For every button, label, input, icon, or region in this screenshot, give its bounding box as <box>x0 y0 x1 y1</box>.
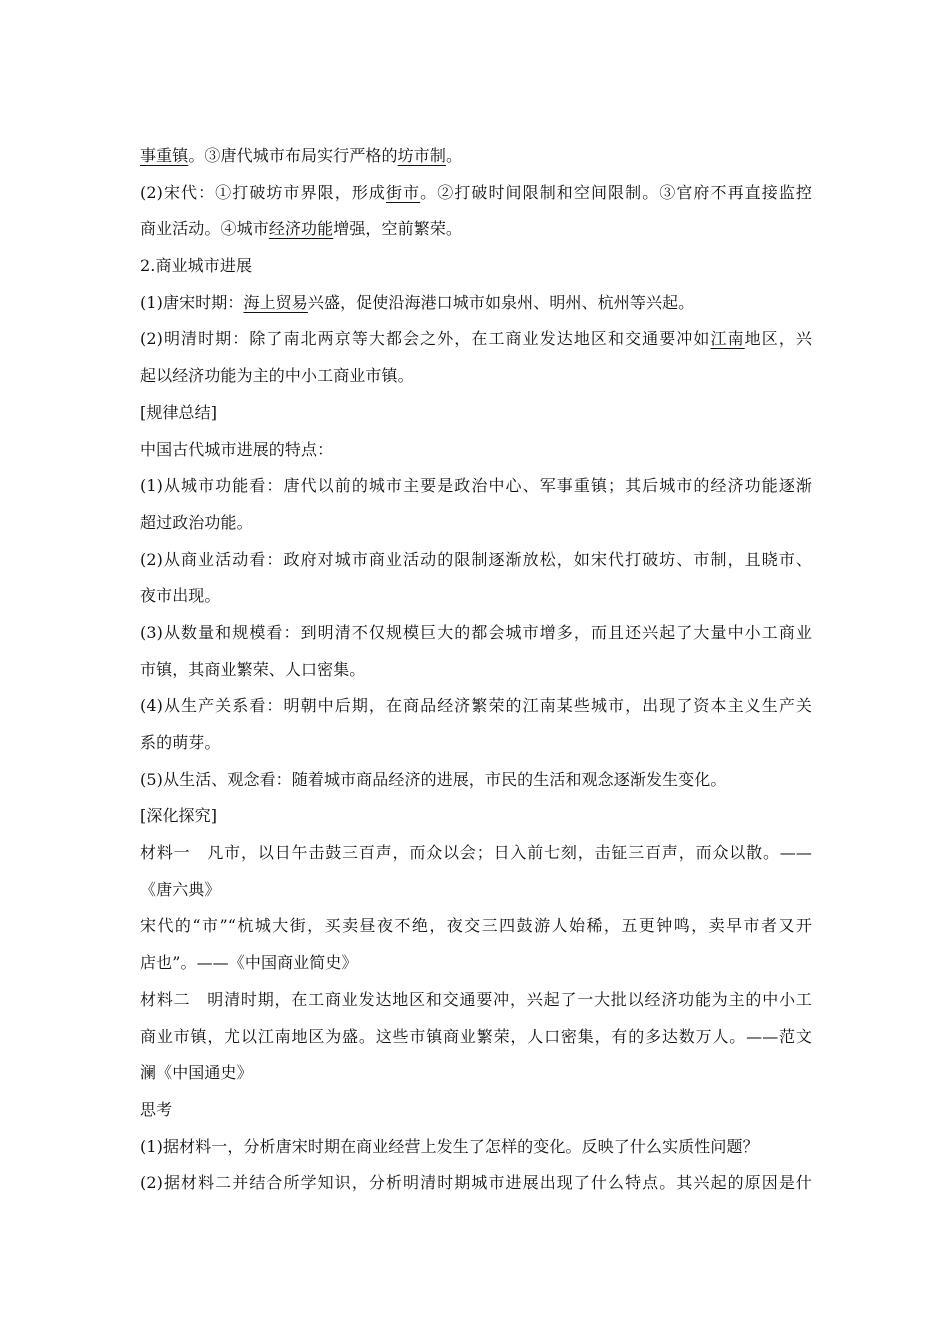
text-segment: 思考 <box>140 1099 173 1119</box>
text-line <box>140 1129 812 1166</box>
text-line <box>140 358 812 395</box>
text-line <box>140 908 812 945</box>
text-segment: (5)从生活、观念看：随着城市商品经济的进展，市民的生活和观念逐渐发生变化。 <box>140 769 727 789</box>
text-segment: 材料二 明清时期，在工商业发达地区和交通要冲，兴起了一大批以经济功能为主的中小工 <box>140 989 812 1009</box>
underlined-term: 坊市制 <box>397 146 446 165</box>
text-line <box>140 688 812 725</box>
document-body <box>140 138 812 1202</box>
text-line <box>140 945 812 982</box>
text-line <box>140 395 812 432</box>
text-segment: 夜市出现。 <box>140 586 221 606</box>
text-line <box>140 1055 812 1092</box>
text-line <box>140 175 812 212</box>
text-line <box>140 542 812 579</box>
text-line <box>140 432 812 469</box>
text-segment: [深化探究] <box>140 806 218 826</box>
text-line <box>140 211 812 248</box>
text-line <box>140 468 812 505</box>
text-segment: 材料一 凡市，以日午击鼓三百声，而众以会；日入前七刻，击钲三百声，而众以散。—— <box>140 843 812 863</box>
text-segment: 地区，兴 <box>744 329 813 349</box>
text-segment: 起以经济功能为主的中小工商业市镇。 <box>140 366 414 386</box>
text-segment: (2)明清时期：除了南北两京等大都会之外，在工商业发达地区和交通要冲如 <box>140 329 711 349</box>
text-line <box>140 652 812 689</box>
text-segment: 。 <box>445 146 463 165</box>
text-line <box>140 578 812 615</box>
underlined-term: 事重镇 <box>140 146 189 165</box>
text-segment: (1)据材料一，分析唐宋时期在商业经营上发生了怎样的变化。反映了什么实质性问题？ <box>140 1136 759 1156</box>
text-segment: 市镇，其商业繁荣、人口密集。 <box>140 659 366 679</box>
text-line <box>140 835 812 872</box>
text-segment: 系的萌芽。 <box>140 733 221 752</box>
text-segment: 《唐六典》 <box>140 879 221 899</box>
text-segment: 中国古代城市进展的特点： <box>140 439 334 459</box>
text-line <box>140 321 812 358</box>
text-line <box>140 138 812 175</box>
text-segment: 增强，空前繁荣。 <box>333 219 463 239</box>
text-segment: (2)从商业活动看：政府对城市商业活动的限制逐渐放松，如宋代打破坊、市制，且晓市、 <box>140 549 812 569</box>
text-line <box>140 798 812 835</box>
underlined-term: 经济功能 <box>268 219 334 239</box>
text-line <box>140 762 812 799</box>
text-segment: [规律总结] <box>140 402 218 422</box>
text-segment: (3)从数量和规模看：到明清不仅规模巨大的都会城市增多，而且还兴起了大量中小工商业 <box>140 622 812 642</box>
text-segment: 超过政治功能。 <box>140 512 253 532</box>
text-segment: 宋代的“市”“杭城大街，买卖昼夜不绝，夜交三四鼓游人始稀，五更钟鸣，卖早市者又开 <box>140 916 812 936</box>
text-line <box>140 1165 812 1202</box>
text-segment: (1)从城市功能看：唐代以前的城市主要是政治中心、军事重镇；其后城市的经济功能逐渐 <box>140 476 812 496</box>
text-segment: 店也”。——《中国商业简史》 <box>140 953 358 973</box>
underlined-term: 江南 <box>710 329 745 349</box>
text-line <box>140 615 812 652</box>
text-line <box>140 248 812 285</box>
text-segment: 商业活动。④城市 <box>140 219 269 239</box>
text-segment: 兴盛，促使沿海港口城市如泉州、明州、杭州等兴起。 <box>307 292 695 312</box>
text-segment: 。②打破时间限制和空间限制。③官府不再直接监控 <box>420 182 813 202</box>
text-segment: (2)宋代：①打破坊市界限，形成 <box>140 182 386 202</box>
text-segment: (1)唐宋时期： <box>140 292 244 312</box>
text-segment: (4)从生产关系看：明朝中后期，在商品经济繁荣的江南某些城市，出现了资本主义生产关 <box>140 696 812 716</box>
text-segment: 澜《中国通史》 <box>140 1063 253 1083</box>
text-line <box>140 505 812 542</box>
text-line <box>140 725 812 762</box>
text-line <box>140 285 812 322</box>
underlined-term: 街市 <box>385 182 421 202</box>
text-line <box>140 872 812 909</box>
text-segment: (2)据材料二并结合所学知识，分析明清时期城市进展出现了什么特点。其兴起的原因是什 <box>140 1173 812 1193</box>
text-segment: 商业市镇，尤以江南地区为盛。这些市镇商业繁荣，人口密集，有的多达数万人。——范文 <box>140 1026 812 1046</box>
text-segment: 。③唐代城市布局实行严格的 <box>188 146 398 165</box>
underlined-term: 海上贸易 <box>243 292 308 312</box>
text-line <box>140 1019 812 1056</box>
text-segment: 2.商业城市进展 <box>140 256 253 276</box>
text-line <box>140 1092 812 1129</box>
text-line <box>140 982 812 1019</box>
